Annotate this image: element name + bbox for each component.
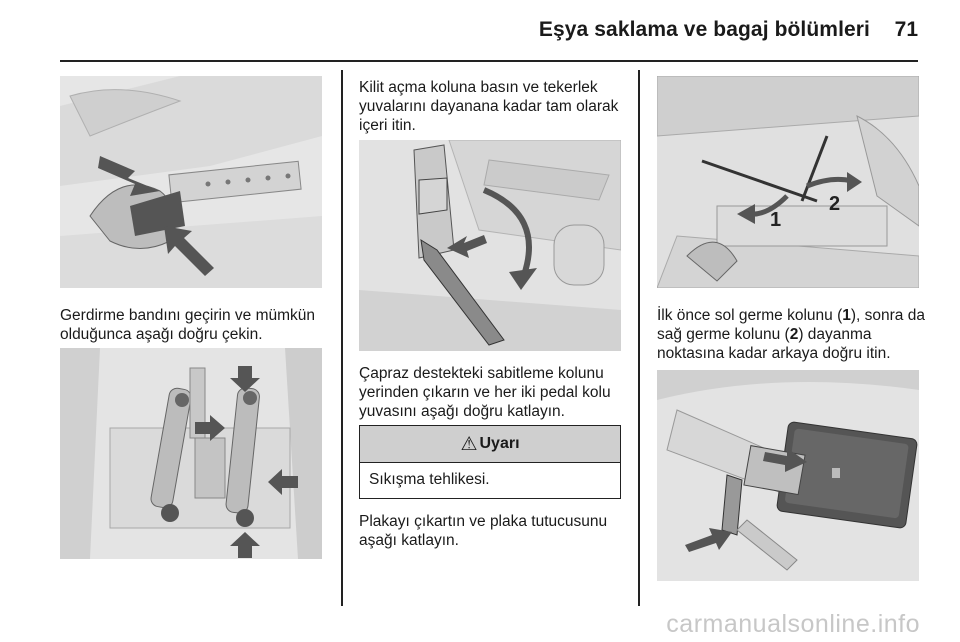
figure-tension-levers xyxy=(657,76,919,288)
page-number: 71 xyxy=(894,18,918,41)
header-rule xyxy=(60,60,918,62)
figure-unlock-lever xyxy=(359,140,621,351)
callout-1: 1 xyxy=(842,307,851,324)
warning-title: Uyarı xyxy=(479,435,520,452)
column-divider-left xyxy=(341,70,343,606)
warning-header xyxy=(360,426,620,463)
paragraph-strap-instruction: Gerdirme bandını geçirin ve mümkün olduğunca aşağı doğru çekin. xyxy=(60,307,316,343)
figure-seat-frames xyxy=(60,348,322,559)
svg-text:1: 1 xyxy=(770,209,782,231)
paragraph-tension-instruction: İlk önce sol germe kolunu (1), sonra da sağ germe kolunu (2) dayanma noktasına kadar arkaya doğru itin. xyxy=(657,307,925,362)
figure-strap-tensioning xyxy=(60,76,322,288)
warning-triangle-icon: ⚠ xyxy=(460,433,478,455)
column-divider-right xyxy=(638,70,640,606)
watermark: carmanualsonline.info xyxy=(666,610,920,638)
warning-box xyxy=(359,425,621,499)
callout-2: 2 xyxy=(789,326,799,343)
paragraph-plate-instruction: Plakayı çıkartın ve plaka tutucusunu aşağı katlayın. xyxy=(359,513,608,549)
page-header-title: Eşya saklama ve bagaj bölümleri xyxy=(538,18,870,41)
paragraph-unlock-instruction: Kilit açma koluna basın ve tekerlek yuvalarını dayanana kadar tam olarak içeri itin. xyxy=(359,79,619,134)
warning-text: Sıkışma tehlikesi. xyxy=(369,471,490,488)
figure-plate-holder xyxy=(657,370,919,581)
svg-text:2: 2 xyxy=(829,193,841,215)
paragraph-fold-instruction: Çapraz destekteki sabitleme kolunu yerinden çıkarın ve her iki pedal kolu yuvasını aşağı doğru katlayın. xyxy=(359,365,611,420)
